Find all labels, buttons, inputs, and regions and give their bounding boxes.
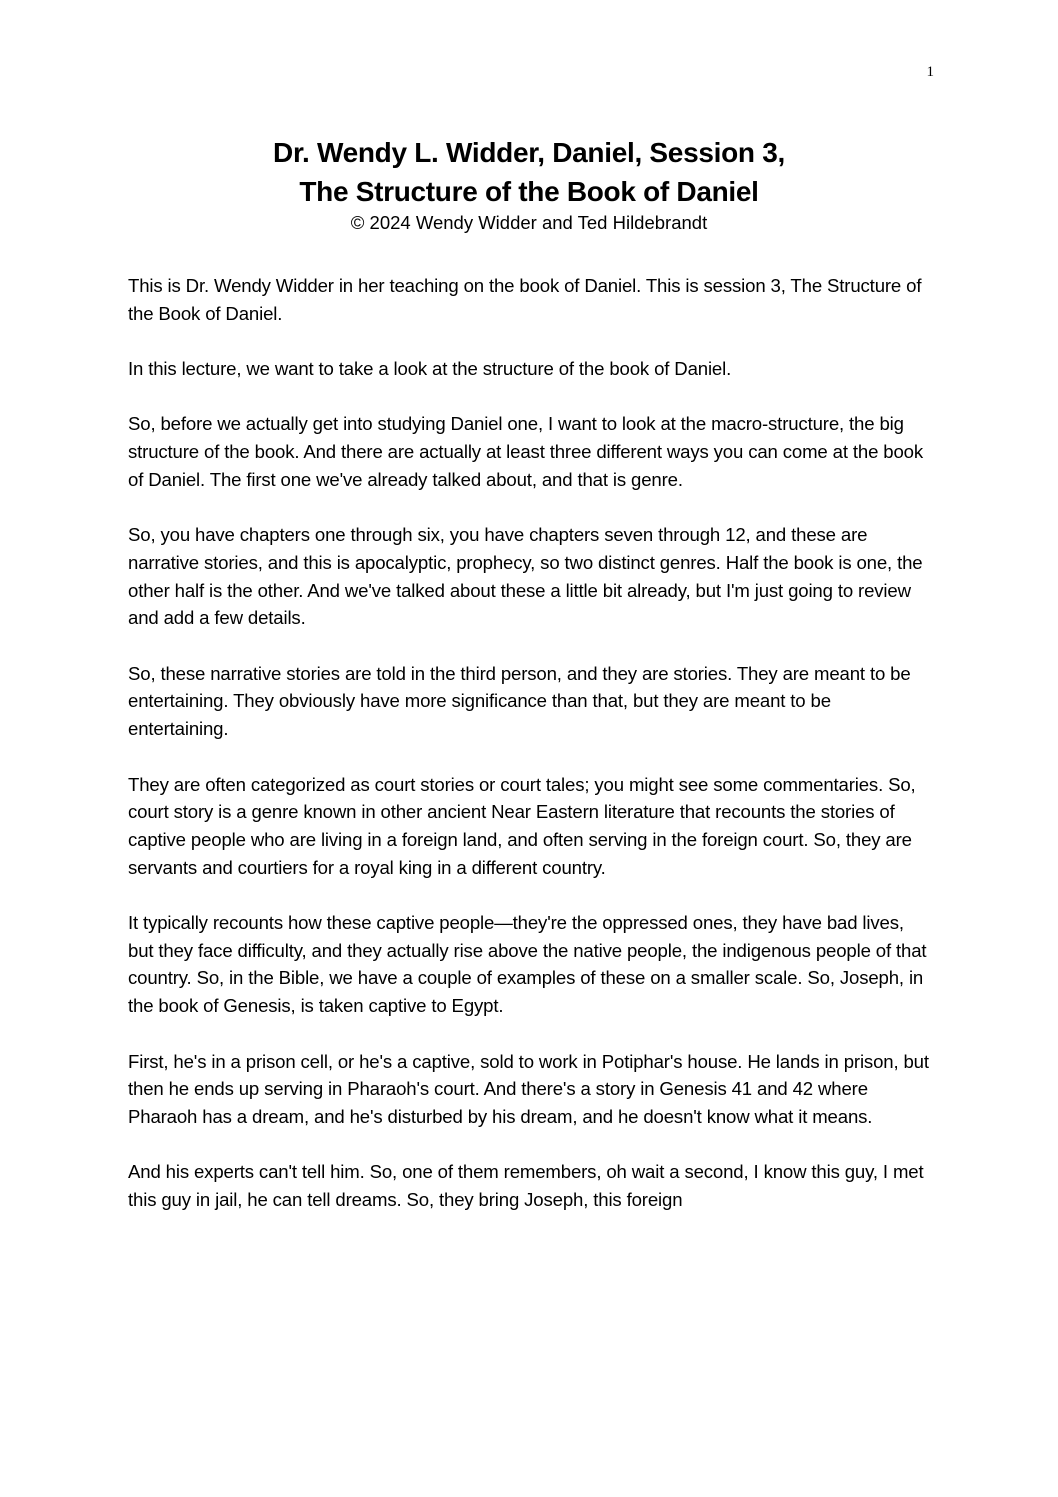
paragraph: It typically recounts how these captive people—they're the oppressed ones, they have bad lives, but they face difficulty, and they actually rise above the native people, the indigenous people of that country. So, in the Bible, we have a couple of examples of these on a smaller scale. So, Joseph, in the book of Genesis, is taken captive to Egypt.: [128, 912, 927, 1017]
document-title-line-1: Dr. Wendy L. Widder, Daniel, Session 3,: [273, 137, 785, 168]
paragraph: So, these narrative stories are told in the third person, and they are stories. They are meant to be entertaining. They obviously have more significance than that, but they are meant to be entertaining.: [128, 662, 911, 740]
document-title-line-2: The Structure of the Book of Daniel: [299, 176, 759, 207]
page-number: 1: [926, 64, 934, 80]
paragraph: They are often categorized as court stories or court tales; you might see some commentaries. So, court story is a genre known in other ancient Near Eastern literature that recounts the stories of captive people who are living in a foreign land, and often serving in the foreign court. So, they are servants and courtiers for a royal king in a different country.: [128, 773, 916, 878]
paragraph: In this lecture, we want to take a look at the structure of the book of Daniel.: [128, 358, 732, 380]
paragraph: And his experts can't tell him. So, one of them remembers, oh wait a second, I know this guy, I met this guy in jail, he can tell dreams. So, they bring Joseph, this foreign: [128, 1161, 924, 1211]
paragraph: So, before we actually get into studying Daniel one, I want to look at the macro-structure, the big structure of the book. And there are actually at least three different ways you can come at the book of Daniel. The first one we've already talked about, and that is genre.: [128, 413, 923, 490]
paragraph: So, you have chapters one through six, you have chapters seven through 12, and these are narrative stories, and this is apocalyptic, prophecy, so two distinct genres. Half the book is one, the other half is the other. And we've talked about these a little bit already, but I'm just going to review and add a few details.: [128, 524, 923, 629]
copyright-notice: © 2024 Wendy Widder and Ted Hildebrandt: [350, 212, 708, 233]
paragraph: This is Dr. Wendy Widder in her teaching on the book of Daniel. This is session 3, The Structure of the Book of Daniel.: [128, 275, 922, 324]
paragraph: First, he's in a prison cell, or he's a captive, sold to work in Potiphar's house. He lands in prison, but then he ends up serving in Pharaoh's court. And there's a story in Genesis 41 and 42 where Pharaoh has a dream, and he's disturbed by his dream, and he doesn't know what it means.: [128, 1050, 929, 1127]
document-header: [0, 133, 1058, 235]
document-body: [128, 272, 932, 1241]
